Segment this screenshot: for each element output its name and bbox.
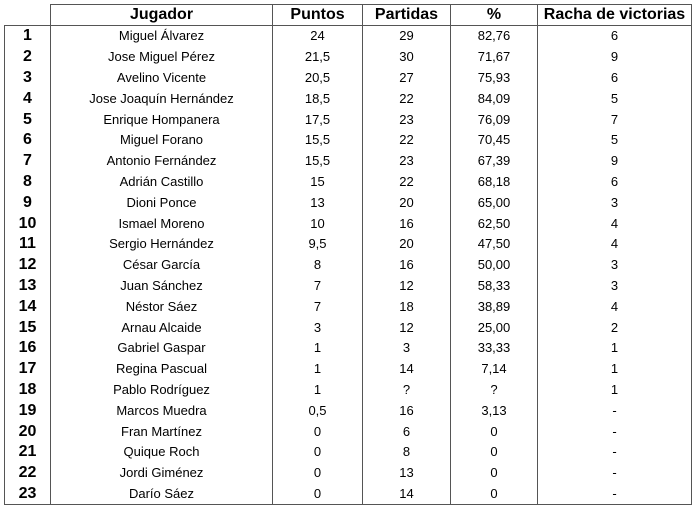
header-row xyxy=(5,5,692,26)
player-name-cell: Miguel Álvarez xyxy=(51,26,273,47)
win-streak-cell: 6 xyxy=(538,172,692,193)
points-cell: 0 xyxy=(273,421,363,442)
percent-cell: 38,89 xyxy=(451,296,538,317)
player-name-cell: Néstor Sáez xyxy=(51,296,273,317)
games-cell: 16 xyxy=(363,400,451,421)
table-row xyxy=(5,234,692,255)
player-name-cell: Miguel Forano xyxy=(51,130,273,151)
percent-cell: 33,33 xyxy=(451,338,538,359)
table-row xyxy=(5,172,692,193)
table-row xyxy=(5,151,692,172)
player-name-cell: Jordi Giménez xyxy=(51,463,273,484)
points-cell: 13 xyxy=(273,192,363,213)
win-streak-cell: 6 xyxy=(538,26,692,47)
standings-table xyxy=(4,4,692,505)
win-streak-cell: 1 xyxy=(538,380,692,401)
rank-cell: 20 xyxy=(5,421,51,442)
win-streak-cell: 5 xyxy=(538,88,692,109)
percent-cell: 0 xyxy=(451,463,538,484)
table-row xyxy=(5,109,692,130)
games-cell: 29 xyxy=(363,26,451,47)
player-name-cell: Regina Pascual xyxy=(51,359,273,380)
games-cell: 16 xyxy=(363,213,451,234)
win-streak-cell: 6 xyxy=(538,68,692,89)
games-cell: 13 xyxy=(363,463,451,484)
games-cell: 12 xyxy=(363,276,451,297)
player-name-cell: Sergio Hernández xyxy=(51,234,273,255)
win-streak-cell: 7 xyxy=(538,109,692,130)
rank-cell: 22 xyxy=(5,463,51,484)
points-cell: 17,5 xyxy=(273,109,363,130)
percent-cell: 76,09 xyxy=(451,109,538,130)
player-name-cell: Quique Roch xyxy=(51,442,273,463)
win-streak-cell: - xyxy=(538,484,692,505)
games-cell: 22 xyxy=(363,130,451,151)
percent-cell: 67,39 xyxy=(451,151,538,172)
player-name-cell: Pablo Rodríguez xyxy=(51,380,273,401)
points-cell: 10 xyxy=(273,213,363,234)
games-cell: 20 xyxy=(363,234,451,255)
games-cell: 8 xyxy=(363,442,451,463)
rank-cell: 14 xyxy=(5,296,51,317)
player-name-cell: Juan Sánchez xyxy=(51,276,273,297)
table-row xyxy=(5,442,692,463)
rank-cell: 1 xyxy=(5,26,51,47)
rank-cell: 13 xyxy=(5,276,51,297)
player-name-cell: Jose Joaquín Hernández xyxy=(51,88,273,109)
player-name-cell: Adrián Castillo xyxy=(51,172,273,193)
games-cell: 3 xyxy=(363,338,451,359)
rank-cell: 6 xyxy=(5,130,51,151)
table-row xyxy=(5,26,692,47)
win-streak-cell: 4 xyxy=(538,296,692,317)
percent-cell: 50,00 xyxy=(451,255,538,276)
table-row xyxy=(5,276,692,297)
win-streak-cell: 3 xyxy=(538,192,692,213)
percent-cell: 70,45 xyxy=(451,130,538,151)
win-streak-cell: 9 xyxy=(538,151,692,172)
percent-cell: 0 xyxy=(451,421,538,442)
header-player: Jugador xyxy=(51,5,273,26)
table-row xyxy=(5,296,692,317)
header-percent: % xyxy=(451,5,538,26)
table-row xyxy=(5,421,692,442)
games-cell: 16 xyxy=(363,255,451,276)
points-cell: 0 xyxy=(273,442,363,463)
win-streak-cell: 5 xyxy=(538,130,692,151)
rank-cell: 15 xyxy=(5,317,51,338)
table-row xyxy=(5,88,692,109)
games-cell: 14 xyxy=(363,359,451,380)
percent-cell: 71,67 xyxy=(451,47,538,68)
points-cell: 0 xyxy=(273,463,363,484)
percent-cell: 0 xyxy=(451,442,538,463)
points-cell: 7 xyxy=(273,296,363,317)
games-cell: 27 xyxy=(363,68,451,89)
games-cell: 14 xyxy=(363,484,451,505)
rank-cell: 12 xyxy=(5,255,51,276)
player-name-cell: Fran Martínez xyxy=(51,421,273,442)
points-cell: 21,5 xyxy=(273,47,363,68)
rank-cell: 4 xyxy=(5,88,51,109)
rank-cell: 5 xyxy=(5,109,51,130)
table-row xyxy=(5,463,692,484)
table-row xyxy=(5,380,692,401)
points-cell: 3 xyxy=(273,317,363,338)
player-name-cell: Jose Miguel Pérez xyxy=(51,47,273,68)
table-row xyxy=(5,68,692,89)
table-row xyxy=(5,130,692,151)
percent-cell: 58,33 xyxy=(451,276,538,297)
percent-cell: 62,50 xyxy=(451,213,538,234)
games-cell: 18 xyxy=(363,296,451,317)
points-cell: 15 xyxy=(273,172,363,193)
games-cell: 23 xyxy=(363,109,451,130)
percent-cell: 47,50 xyxy=(451,234,538,255)
points-cell: 0,5 xyxy=(273,400,363,421)
points-cell: 20,5 xyxy=(273,68,363,89)
table-row xyxy=(5,317,692,338)
table-row xyxy=(5,213,692,234)
rank-cell: 9 xyxy=(5,192,51,213)
percent-cell: 7,14 xyxy=(451,359,538,380)
player-name-cell: Enrique Hompanera xyxy=(51,109,273,130)
player-name-cell: Marcos Muedra xyxy=(51,400,273,421)
rank-cell: 16 xyxy=(5,338,51,359)
games-cell: ? xyxy=(363,380,451,401)
rank-cell: 2 xyxy=(5,47,51,68)
percent-cell: 68,18 xyxy=(451,172,538,193)
header-points: Puntos xyxy=(273,5,363,26)
table-row xyxy=(5,47,692,68)
table-row xyxy=(5,484,692,505)
player-name-cell: Gabriel Gaspar xyxy=(51,338,273,359)
win-streak-cell: - xyxy=(538,421,692,442)
games-cell: 22 xyxy=(363,88,451,109)
table-row xyxy=(5,255,692,276)
win-streak-cell: 9 xyxy=(538,47,692,68)
win-streak-cell: 3 xyxy=(538,276,692,297)
rank-cell: 21 xyxy=(5,442,51,463)
player-name-cell: Arnau Alcaide xyxy=(51,317,273,338)
games-cell: 22 xyxy=(363,172,451,193)
points-cell: 9,5 xyxy=(273,234,363,255)
points-cell: 15,5 xyxy=(273,151,363,172)
table-row xyxy=(5,400,692,421)
rank-cell: 17 xyxy=(5,359,51,380)
player-name-cell: César García xyxy=(51,255,273,276)
header-rank xyxy=(5,5,51,26)
games-cell: 12 xyxy=(363,317,451,338)
games-cell: 6 xyxy=(363,421,451,442)
win-streak-cell: 3 xyxy=(538,255,692,276)
win-streak-cell: 4 xyxy=(538,234,692,255)
points-cell: 1 xyxy=(273,380,363,401)
win-streak-cell: 2 xyxy=(538,317,692,338)
table-row xyxy=(5,338,692,359)
win-streak-cell: - xyxy=(538,400,692,421)
rank-cell: 10 xyxy=(5,213,51,234)
games-cell: 23 xyxy=(363,151,451,172)
win-streak-cell: 1 xyxy=(538,338,692,359)
rank-cell: 3 xyxy=(5,68,51,89)
percent-cell: 75,93 xyxy=(451,68,538,89)
percent-cell: 84,09 xyxy=(451,88,538,109)
header-games: Partidas xyxy=(363,5,451,26)
points-cell: 0 xyxy=(273,484,363,505)
rank-cell: 18 xyxy=(5,380,51,401)
percent-cell: 25,00 xyxy=(451,317,538,338)
points-cell: 15,5 xyxy=(273,130,363,151)
points-cell: 18,5 xyxy=(273,88,363,109)
header-win-streak: Racha de victorias xyxy=(538,5,692,26)
rank-cell: 7 xyxy=(5,151,51,172)
rank-cell: 8 xyxy=(5,172,51,193)
percent-cell: 82,76 xyxy=(451,26,538,47)
rank-cell: 23 xyxy=(5,484,51,505)
table-row xyxy=(5,192,692,213)
points-cell: 24 xyxy=(273,26,363,47)
percent-cell: 3,13 xyxy=(451,400,538,421)
win-streak-cell: - xyxy=(538,442,692,463)
table-row xyxy=(5,359,692,380)
win-streak-cell: - xyxy=(538,463,692,484)
points-cell: 1 xyxy=(273,338,363,359)
points-cell: 7 xyxy=(273,276,363,297)
percent-cell: 65,00 xyxy=(451,192,538,213)
win-streak-cell: 4 xyxy=(538,213,692,234)
percent-cell: 0 xyxy=(451,484,538,505)
player-name-cell: Ismael Moreno xyxy=(51,213,273,234)
points-cell: 1 xyxy=(273,359,363,380)
player-name-cell: Antonio Fernández xyxy=(51,151,273,172)
points-cell: 8 xyxy=(273,255,363,276)
games-cell: 30 xyxy=(363,47,451,68)
player-name-cell: Darío Sáez xyxy=(51,484,273,505)
rank-cell: 19 xyxy=(5,400,51,421)
percent-cell: ? xyxy=(451,380,538,401)
player-name-cell: Dioni Ponce xyxy=(51,192,273,213)
player-name-cell: Avelino Vicente xyxy=(51,68,273,89)
win-streak-cell: 1 xyxy=(538,359,692,380)
rank-cell: 11 xyxy=(5,234,51,255)
games-cell: 20 xyxy=(363,192,451,213)
